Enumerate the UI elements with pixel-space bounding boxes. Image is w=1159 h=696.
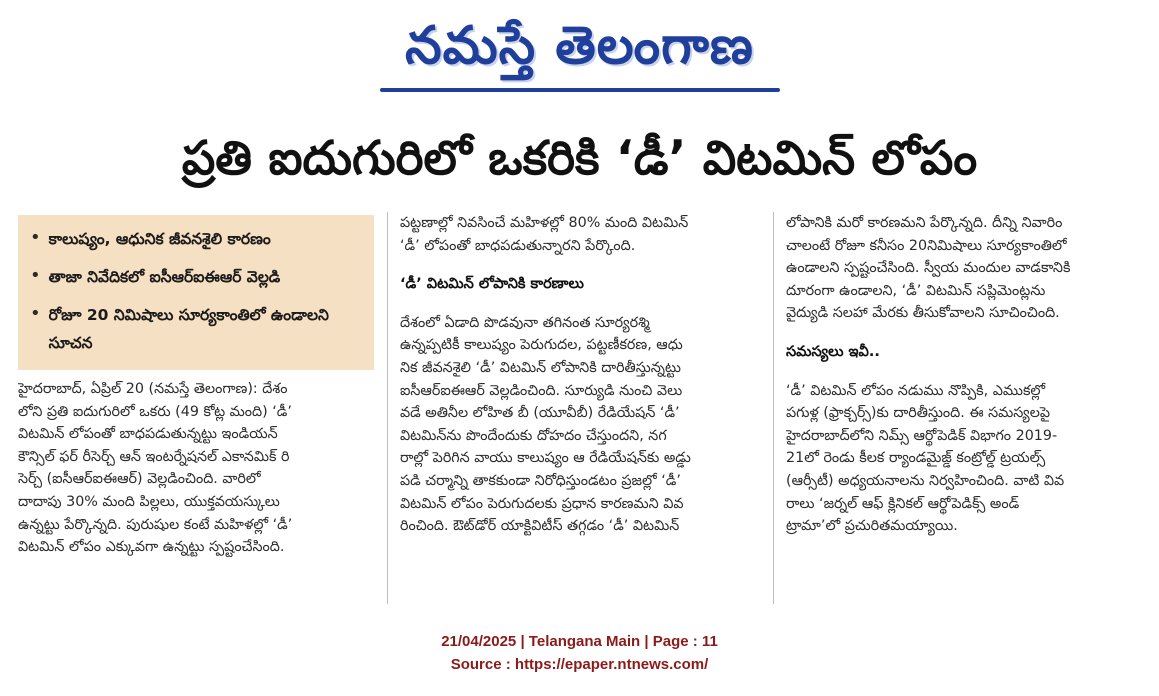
text-line: దాదాపు 30% మంది పిల్లలు, యుక్తవయస్కులు: [18, 493, 280, 510]
bullet-icon: •: [30, 227, 41, 248]
text-line: పట్టణాల్లో నివసించే మహిళల్లో 80% మంది విటమిన్: [400, 215, 689, 231]
section-subheading: ‘డీ’ విటమిన్ లోపానికి కారణాలు: [400, 276, 584, 293]
bullet-icon: •: [30, 265, 41, 286]
text-line: రాల్లో పెరిగిన వాయు కాలుష్యం ఆ రేడియేషన్‌కు అడ్డు: [400, 450, 691, 467]
spacer: [786, 325, 1146, 341]
text-line: 21లో రెండు కీలక ర్యాండమైజ్డ్ కంట్రోల్డ్ ట్రయల్స్: [786, 450, 1046, 467]
text-line: ఐసీఆర్ఐఈఆర్ వెల్లడించింది. సూర్యుడి నుంచి వెలు: [400, 382, 683, 399]
text-line: ఉన్నట్టు పేర్కొన్నది. పురుషుల కంటే మహిళల్లో ‘డీ’: [18, 516, 293, 533]
text-line: ‘డీ’ విటమిన్ లోపం నడుము నొప్పికి, ఎముకల్లో: [786, 382, 1046, 399]
text-line: ఉండాలని స్పష్టంచేసింది. స్వీయ మందుల వాడకానికి: [786, 260, 1071, 277]
highlight-text: తాజా నివేదికలో ఐసీఆర్ఐఈఆర్ వెల్లడి: [48, 268, 281, 286]
masthead: [0, 0, 1159, 110]
highlight-item: [30, 225, 364, 253]
text-line: ట్రామా’లో ప్రచురితమయ్యాయి.: [786, 518, 958, 535]
text-line: విటమిన్ లోపం పెరుగుదలకు ప్రధాన కారణమని వివ: [400, 495, 684, 512]
highlight-item: [30, 263, 364, 291]
text-line: సెర్చ్ (ఐసీఆర్ఐఈఆర్) వెల్లడించింది. వారిలో: [18, 471, 261, 488]
section-subheading: సమస్యలు ఇవీ..: [786, 343, 880, 360]
text-line: విటమిన్ లోపం ఎక్కువగా ఉన్నట్టు స్పష్టంచేసింది.: [18, 539, 285, 556]
text-line: (ఆర్సీటీ) అధ్యయనాలను నిర్వహించింది. వాటి వివ: [786, 472, 1065, 489]
article-column-1: [18, 378, 374, 606]
text-line: హైదరాబాద్‌లోని నిమ్స్ ఆర్థోపెడిక్ విభాగం 2019-: [786, 427, 1058, 444]
highlight-item: [30, 301, 364, 357]
text-line: పడి చర్మాన్ని తాకకుండా నిరోధిస్తుండటం ప్రజల్లో ‘డీ’: [400, 472, 681, 489]
source-link[interactable]: Source : https://epaper.ntnews.com/: [450, 656, 709, 673]
article-column-3: [786, 212, 1146, 612]
text-line: ఉన్నప్పటికీ కాలుష్యం పెరుగుదల, పట్టణీకరణ, ఆధు: [400, 337, 683, 354]
column-divider: [773, 212, 774, 604]
spacer: [400, 296, 760, 312]
newspaper-logo: నమస్తే తెలంగాణ: [405, 16, 754, 76]
highlight-text: కాలుష్యం, ఆధునిక జీవనశైలి కారణం: [48, 230, 271, 248]
article-column-2: [400, 212, 760, 612]
text-line: లోని ప్రతి ఐదుగురిలో ఒకరు (49 కోట్ల మంది) ‘డీ’: [18, 403, 292, 420]
text-line: వడే అతినీల లోహిత బీ (యూవీబీ) రేడియేషన్ ‘డీ’: [400, 405, 680, 422]
text-line: ‘డీ’ లోపంతో బాధపడుతున్నారని పేర్కొంది.: [400, 237, 636, 254]
text-line: దేశంలో ఏడాది పొడవునా తగినంత సూర్యరశ్మి: [400, 314, 650, 331]
text-line: హైదరాబాద్, ఏప్రిల్ 20 (నమస్తే తెలంగాణ): దేశం: [18, 381, 288, 397]
text-line: కౌన్సిల్ ఫర్ రీసెర్చ్ ఆన్ ఇంటర్నేషనల్ ఎకానమిక్ రి: [18, 448, 290, 465]
bullet-icon: •: [30, 303, 41, 324]
text-line: లోపానికి మరో కారణమని పేర్కొన్నది. దీన్ని నివారిం: [786, 215, 1063, 231]
text-line: దూరంగా ఉండాలని, ‘డీ’ విటమిన్ సప్లిమెంట్లను: [786, 282, 1046, 299]
text-line: పగుళ్ల (ఫ్రాక్చర్స్)కు దారితీస్తుంది. ఈ సమస్యలపై: [786, 405, 1051, 422]
text-line: విటమిన్‌ను పొందేందుకు దోహదం చేస్తుందని, నగ: [400, 427, 667, 444]
highlight-text: రోజూ 20 నిమిషాలు సూర్యకాంతిలో ఉండాలని సూచన: [48, 306, 329, 352]
text-line: నిక జీవనశైలి ‘డీ’ విటమిన్ లోపానికి దారితీస్తున్నట్టు: [400, 359, 681, 376]
highlights-box: [18, 215, 374, 370]
column-divider: [387, 212, 388, 604]
text-line: చాలంటే రోజూ కనీసం 20నిమిషాలు సూర్యకాంతిలో: [786, 237, 1067, 254]
text-line: విటమిన్ లోపంతో బాధపడుతున్నట్టు ఇండియన్: [18, 426, 278, 443]
article-headline: ప్రతి ఐదుగురిలో ఒకరికి ‘డీ’ విటమిన్ లోపం: [181, 131, 978, 186]
edition-info: 21/04/2025 | Telangana Main | Page : 11: [441, 633, 718, 650]
text-line: వైద్యుడి సలహా మేరకు తీసుకోవాలని సూచించింది.: [786, 305, 1060, 322]
text-line: రాలు ‘జర్నల్ ఆఫ్ క్లినికల్ ఆర్థోపెడిక్స్ అండ్: [786, 495, 1020, 512]
spacer: [786, 364, 1146, 380]
epaper-footer: [0, 630, 1159, 676]
text-line: రించింది. ఔట్‌డోర్ యాక్టివిటీస్ తగ్గడం ‘డీ’ విటమిన్: [400, 518, 680, 535]
logo-underline: [380, 88, 780, 92]
spacer: [400, 257, 760, 273]
